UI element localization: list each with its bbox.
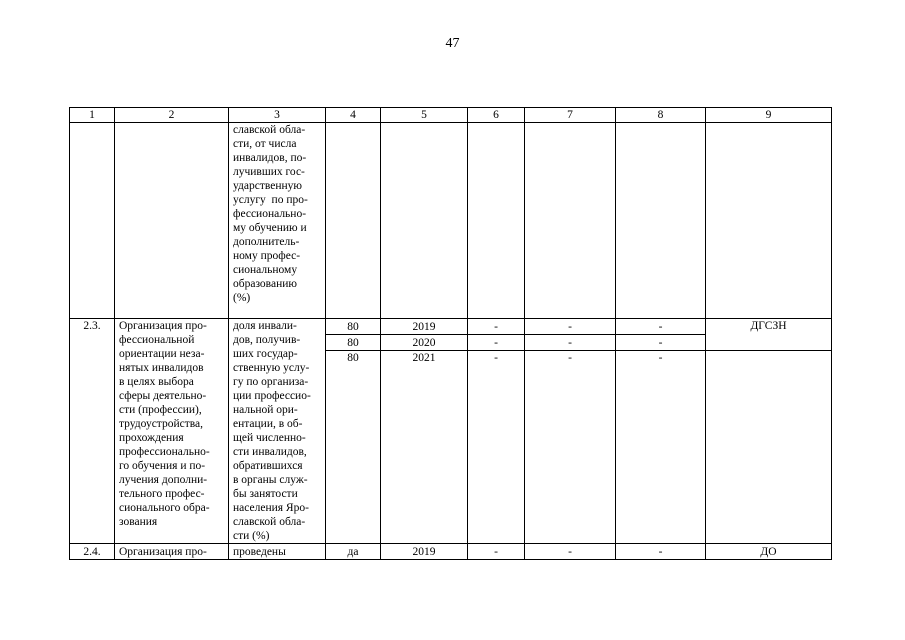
table-row-2-3 <box>70 319 832 335</box>
col8-value: - <box>616 319 706 335</box>
cell-empty <box>381 123 468 319</box>
table-row-2-4 <box>70 544 832 560</box>
cell-empty <box>70 123 115 319</box>
year-value: 2019 <box>381 319 468 335</box>
measures-table <box>69 107 832 560</box>
header-row <box>70 108 832 123</box>
col8-value: - <box>616 335 706 351</box>
target-value: 80 <box>326 335 381 351</box>
cell-empty <box>115 123 229 319</box>
cell-empty <box>326 123 381 319</box>
executor: ДГСЗН <box>706 319 832 351</box>
col6-value: - <box>468 351 525 544</box>
col6-value: - <box>468 319 525 335</box>
header-col-8: 8 <box>616 108 706 123</box>
cell-empty <box>468 123 525 319</box>
measure-name: Организация про- фессиональной ориентации неза- нятых инвалидов в целях выбора сферы деятельно- сти (профессии), трудоустройства, прохождения профессионально- го обучения и по- лучения дополни- тельного профес- сионального обра- зования <box>115 319 229 544</box>
year-value: 2019 <box>381 544 468 560</box>
measure-name: Организация про- <box>115 544 229 560</box>
col7-value: - <box>525 319 616 335</box>
cell-empty <box>616 123 706 319</box>
executor: ДО <box>706 544 832 560</box>
row-number: 2.4. <box>70 544 115 560</box>
header-col-3: 3 <box>229 108 326 123</box>
col6-value: - <box>468 335 525 351</box>
col8-value: - <box>616 351 706 544</box>
col8-value: - <box>616 544 706 560</box>
col7-value: - <box>525 335 616 351</box>
header-col-4: 4 <box>326 108 381 123</box>
header-col-1: 1 <box>70 108 115 123</box>
col7-value: - <box>525 351 616 544</box>
row-number: 2.3. <box>70 319 115 544</box>
header-col-6: 6 <box>468 108 525 123</box>
indicator-name: доля инвали- дов, получив- ших государ- ственную услу- гу по организа- ции профессио- нальной ори- ентации, в об- щей численно- сти инвалидов, обратившихся в органы служ- бы занятости населения Яро- славской обла- сти (%) <box>229 319 326 544</box>
col7-value: - <box>525 544 616 560</box>
col6-value: - <box>468 544 525 560</box>
header-col-2: 2 <box>115 108 229 123</box>
indicator-name: проведены <box>229 544 326 560</box>
header-col-9: 9 <box>706 108 832 123</box>
header-col-5: 5 <box>381 108 468 123</box>
cell-empty <box>706 123 832 319</box>
indicator-text-continued: славской обла- сти, от числа инвалидов, по- лучивших гос- ударственную услугу по про- фессионально- му обучению и дополнитель- ному профес- сиональному образованию (%) <box>229 123 326 319</box>
target-value: 80 <box>326 319 381 335</box>
target-value: да <box>326 544 381 560</box>
cell-empty <box>706 351 832 544</box>
year-value: 2021 <box>381 351 468 544</box>
header-col-7: 7 <box>525 108 616 123</box>
page-number: 47 <box>445 36 460 51</box>
table-row-continuation <box>70 123 832 319</box>
cell-empty <box>525 123 616 319</box>
year-value: 2020 <box>381 335 468 351</box>
target-value: 80 <box>326 351 381 544</box>
